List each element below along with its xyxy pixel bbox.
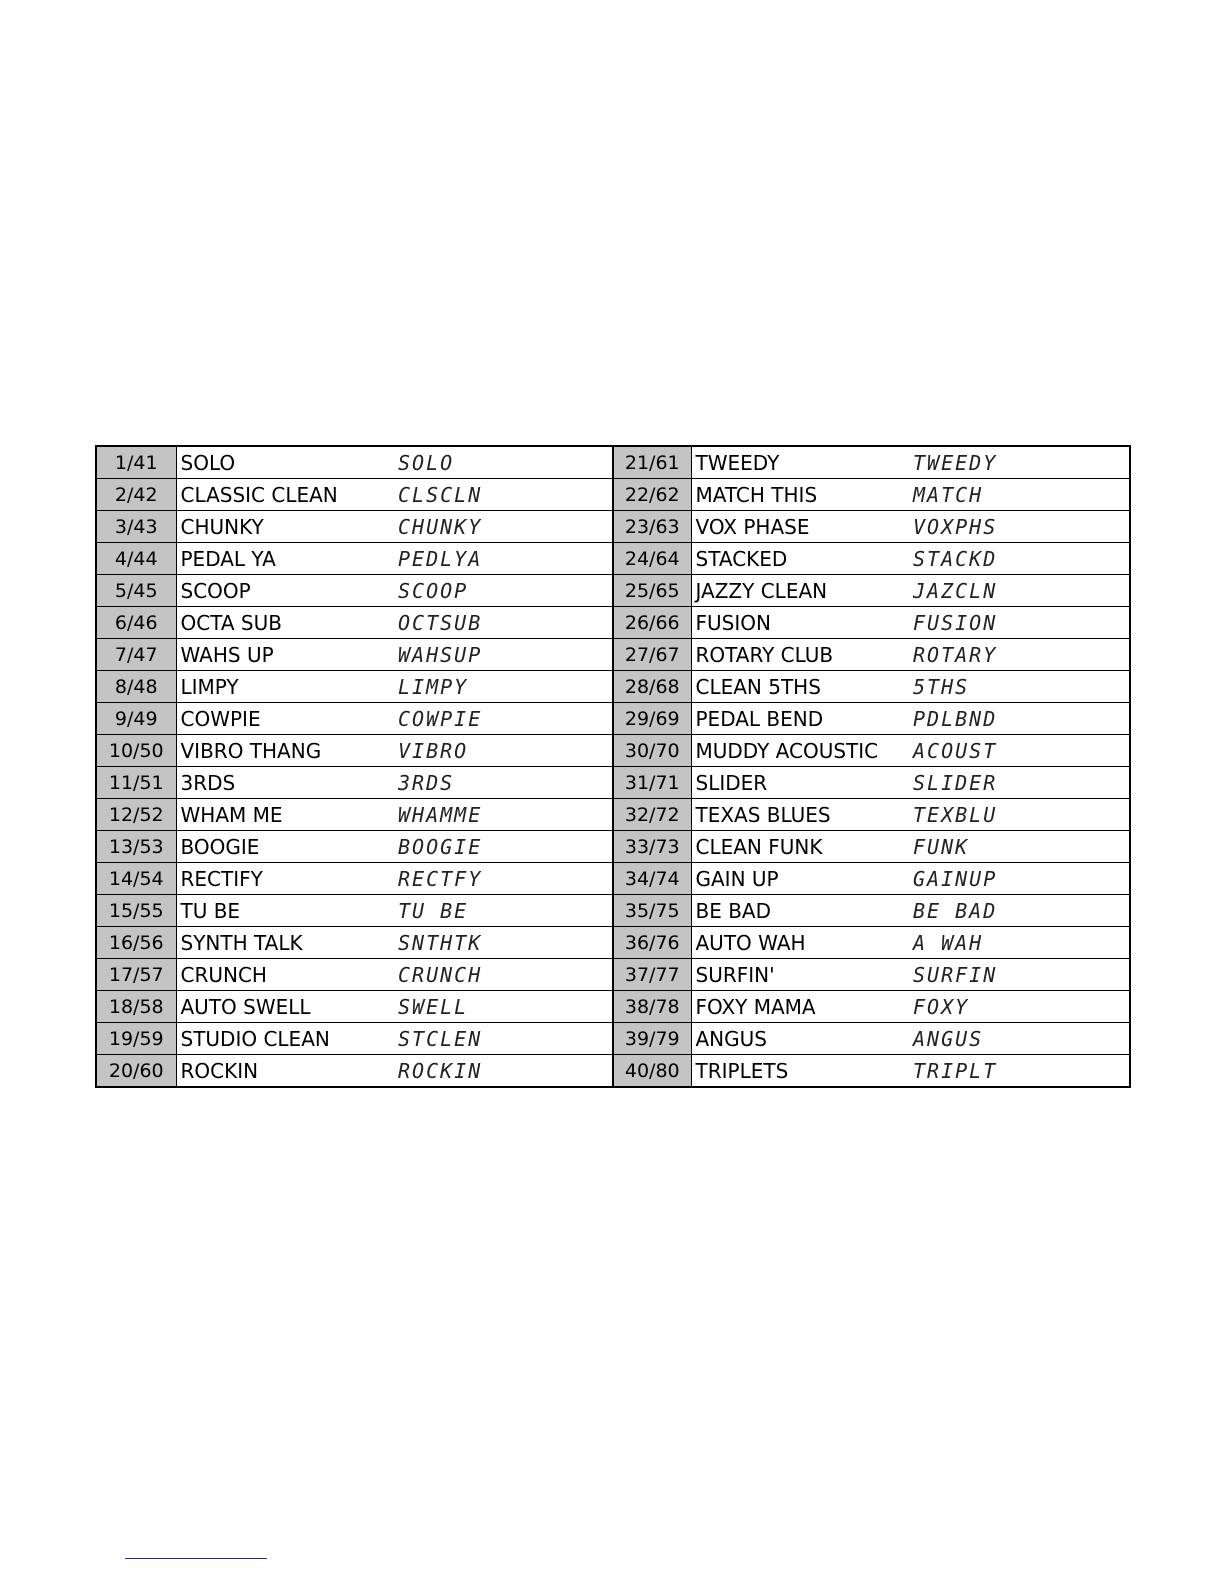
preset-number: 32/72 [613,799,691,831]
table-row [96,991,1130,1023]
preset-display-name: OCTSUB [394,607,613,639]
table-row [96,959,1130,991]
preset-name: VIBRO THANG [176,735,394,767]
preset-name: CRUNCH [176,959,394,991]
preset-name: BOOGIE [176,831,394,863]
preset-name: SOLO [176,446,394,479]
table-row [96,575,1130,607]
preset-display-name: SNTHTK [394,927,613,959]
preset-display-name: ACOUST [909,735,1130,767]
preset-number: 11/51 [96,767,176,799]
preset-name: PEDAL YA [176,543,394,575]
preset-name: JAZZY CLEAN [691,575,909,607]
preset-number: 34/74 [613,863,691,895]
preset-number: 33/73 [613,831,691,863]
table-row [96,863,1130,895]
preset-number: 38/78 [613,991,691,1023]
preset-name: COWPIE [176,703,394,735]
preset-number: 12/52 [96,799,176,831]
preset-number: 25/65 [613,575,691,607]
preset-display-name: 3RDS [394,767,613,799]
preset-number: 14/54 [96,863,176,895]
preset-name: TU BE [176,895,394,927]
table-row [96,1055,1130,1088]
preset-number: 35/75 [613,895,691,927]
preset-name: WHAM ME [176,799,394,831]
preset-display-name: SCOOP [394,575,613,607]
preset-display-name: TWEEDY [909,446,1130,479]
table-row [96,1023,1130,1055]
preset-name: ROTARY CLUB [691,639,909,671]
preset-number: 16/56 [96,927,176,959]
preset-name: STACKED [691,543,909,575]
preset-number: 30/70 [613,735,691,767]
preset-display-name: ANGUS [909,1023,1130,1055]
preset-name: 3RDS [176,767,394,799]
preset-display-name: RECTFY [394,863,613,895]
preset-display-name: SOLO [394,446,613,479]
preset-number: 1/41 [96,446,176,479]
preset-display-name: BE BAD [909,895,1130,927]
footnote-separator [125,1558,267,1559]
preset-name: RECTIFY [176,863,394,895]
preset-name: MATCH THIS [691,479,909,511]
preset-number: 28/68 [613,671,691,703]
preset-number: 26/66 [613,607,691,639]
preset-display-name: VIBRO [394,735,613,767]
preset-name: WAHS UP [176,639,394,671]
preset-name: ROCKIN [176,1055,394,1088]
preset-name: BE BAD [691,895,909,927]
table-row [96,479,1130,511]
preset-number: 4/44 [96,543,176,575]
preset-number: 7/47 [96,639,176,671]
preset-name: GAIN UP [691,863,909,895]
preset-display-name: ROTARY [909,639,1130,671]
preset-number: 24/64 [613,543,691,575]
preset-name: PEDAL BEND [691,703,909,735]
preset-name: CLASSIC CLEAN [176,479,394,511]
preset-display-name: COWPIE [394,703,613,735]
table-row [96,511,1130,543]
preset-name: LIMPY [176,671,394,703]
preset-name: FUSION [691,607,909,639]
preset-name: TWEEDY [691,446,909,479]
preset-display-name: LIMPY [394,671,613,703]
preset-display-name: CHUNKY [394,511,613,543]
preset-display-name: CRUNCH [394,959,613,991]
preset-name: SLIDER [691,767,909,799]
preset-display-name: FUNK [909,831,1130,863]
preset-number: 36/76 [613,927,691,959]
preset-name: SYNTH TALK [176,927,394,959]
preset-display-name: STCLEN [394,1023,613,1055]
preset-display-name: WAHSUP [394,639,613,671]
preset-display-name: VOXPHS [909,511,1130,543]
preset-number: 29/69 [613,703,691,735]
preset-number: 31/71 [613,767,691,799]
preset-number: 15/55 [96,895,176,927]
preset-number: 5/45 [96,575,176,607]
preset-number: 3/43 [96,511,176,543]
preset-display-name: FOXY [909,991,1130,1023]
table-row [96,703,1130,735]
preset-display-name: TEXBLU [909,799,1130,831]
preset-display-name: CLSCLN [394,479,613,511]
preset-display-name: SURFIN [909,959,1130,991]
preset-name: CLEAN 5THS [691,671,909,703]
preset-name: VOX PHASE [691,511,909,543]
preset-name: SCOOP [176,575,394,607]
preset-number: 18/58 [96,991,176,1023]
preset-display-name: 5THS [909,671,1130,703]
preset-number: 39/79 [613,1023,691,1055]
preset-number: 37/77 [613,959,691,991]
table-row [96,831,1130,863]
table-row [96,735,1130,767]
preset-display-name: GAINUP [909,863,1130,895]
table-row [96,895,1130,927]
preset-display-name: JAZCLN [909,575,1130,607]
preset-display-name: MATCH [909,479,1130,511]
preset-number: 6/46 [96,607,176,639]
preset-display-name: SLIDER [909,767,1130,799]
table-row [96,639,1130,671]
preset-display-name: FUSION [909,607,1130,639]
preset-name: TRIPLETS [691,1055,909,1088]
preset-display-name: WHAMME [394,799,613,831]
preset-table [95,445,1131,1088]
preset-name: CHUNKY [176,511,394,543]
preset-display-name: STACKD [909,543,1130,575]
preset-display-name: PDLBND [909,703,1130,735]
preset-display-name: SWELL [394,991,613,1023]
preset-name: OCTA SUB [176,607,394,639]
preset-name: AUTO WAH [691,927,909,959]
preset-display-name: A WAH [909,927,1130,959]
preset-number: 9/49 [96,703,176,735]
table-row [96,767,1130,799]
preset-number: 27/67 [613,639,691,671]
table-row [96,607,1130,639]
preset-number: 20/60 [96,1055,176,1088]
preset-display-name: TU BE [394,895,613,927]
preset-display-name: TRIPLT [909,1055,1130,1088]
preset-number: 2/42 [96,479,176,511]
preset-display-name: ROCKIN [394,1055,613,1088]
preset-name: AUTO SWELL [176,991,394,1023]
preset-name: STUDIO CLEAN [176,1023,394,1055]
preset-name: FOXY MAMA [691,991,909,1023]
preset-number: 8/48 [96,671,176,703]
table-row [96,671,1130,703]
preset-name: SURFIN' [691,959,909,991]
preset-number: 21/61 [613,446,691,479]
preset-display-name: BOOGIE [394,831,613,863]
preset-number: 22/62 [613,479,691,511]
preset-table-body [96,446,1130,1087]
preset-number: 40/80 [613,1055,691,1088]
preset-name: TEXAS BLUES [691,799,909,831]
table-row [96,446,1130,479]
preset-name: CLEAN FUNK [691,831,909,863]
preset-name: MUDDY ACOUSTIC [691,735,909,767]
table-row [96,927,1130,959]
preset-display-name: PEDLYA [394,543,613,575]
table-row [96,543,1130,575]
preset-number: 23/63 [613,511,691,543]
preset-number: 19/59 [96,1023,176,1055]
preset-name: ANGUS [691,1023,909,1055]
preset-number: 13/53 [96,831,176,863]
preset-number: 10/50 [96,735,176,767]
table-row [96,799,1130,831]
preset-number: 17/57 [96,959,176,991]
